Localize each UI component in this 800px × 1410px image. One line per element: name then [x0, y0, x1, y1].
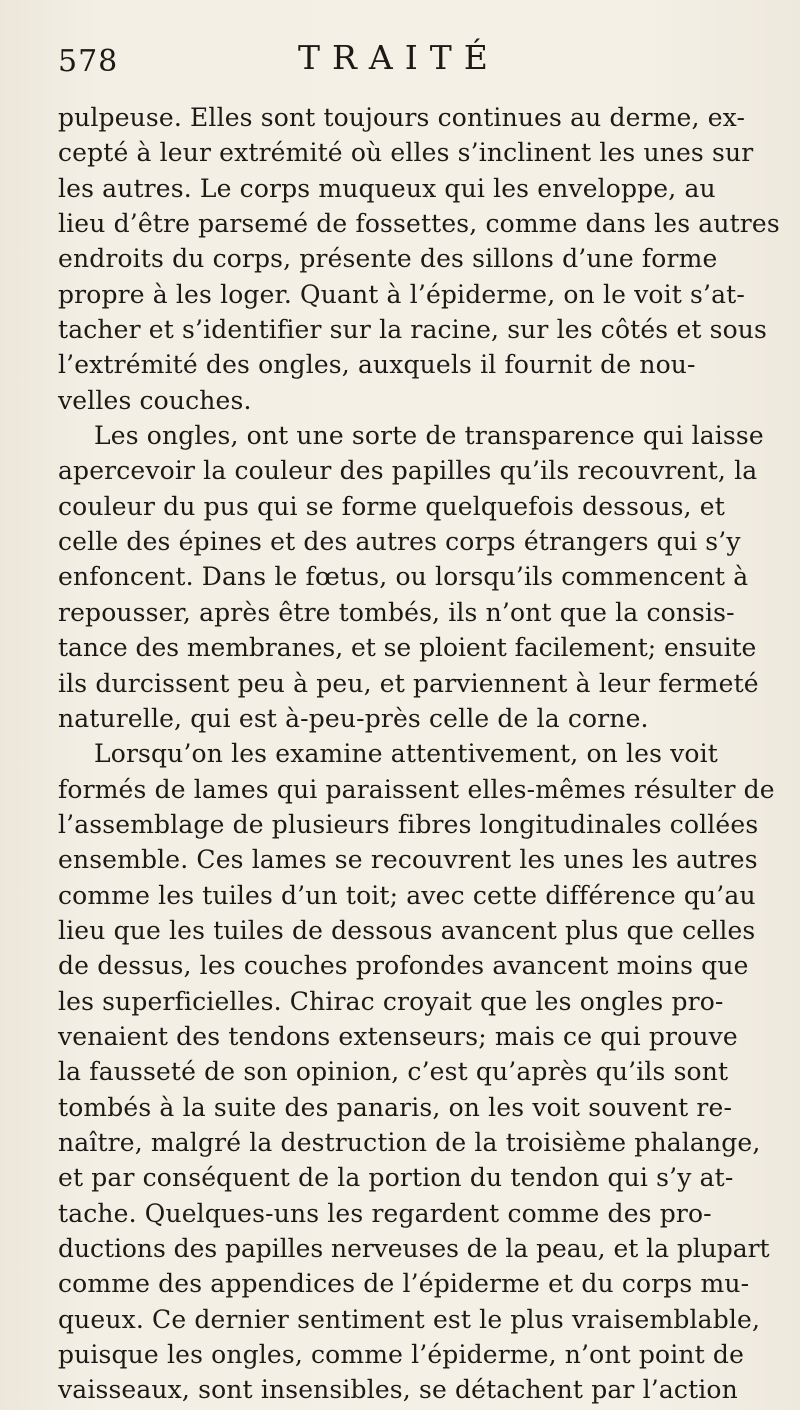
text-line: endroits du corps, présente des sillons d’une forme — [58, 244, 718, 274]
body-text — [58, 100, 778, 1408]
text-line: apercevoir la couleur des papilles qu’ils recouvrent, la — [58, 456, 758, 486]
text-line: tache. Quelques-uns les regardent comme des pro- — [58, 1198, 712, 1228]
text-line: venaient des tendons extenseurs; mais ce qui prouve — [58, 1021, 738, 1051]
text-line: lieu que les tuiles de dessous avancent plus que celles — [58, 915, 756, 945]
text-line: l’assemblage de plusieurs fibres longitudinales collées — [58, 809, 759, 839]
running-title: TRAITÉ — [298, 38, 500, 77]
text-line: tacher et s’identifier sur la racine, sur les côtés et sous — [58, 315, 768, 345]
text-line: comme les tuiles d’un toit; avec cette différence qu’au — [58, 880, 756, 910]
text-line: les autres. Le corps muqueux qui les enveloppe, au — [58, 173, 716, 203]
text-line: repousser, après être tombés, ils n’ont que la consis- — [58, 597, 735, 627]
text-line: couleur du pus qui se forme quelquefois dessous, et — [58, 491, 725, 521]
text-line: la fausseté de son opinion, c’est qu’après qu’ils sont — [58, 1057, 729, 1087]
text-line: queux. Ce dernier sentiment est le plus vraisemblable, — [58, 1304, 761, 1334]
text-line: tance des membranes, et se ploient facilement; ensuite — [58, 633, 757, 663]
text-line: de dessus, les couches profondes avancent moins que — [58, 951, 749, 981]
text-line: formés de lames qui paraissent elles-mêmes résulter de — [58, 774, 775, 804]
paragraph-start-line: Lorsqu’on les examine attentivement, on les voit — [94, 739, 718, 769]
text-line: tombés à la suite des panaris, on les voit souvent re- — [58, 1092, 733, 1122]
text-line: puisque les ongles, comme l’épiderme, n’ont point de — [58, 1340, 745, 1370]
text-line: velles couches. — [58, 385, 252, 415]
page-header — [58, 38, 748, 78]
text-line: vaisseaux, sont insensibles, se détachent par l’action — [58, 1375, 738, 1405]
text-line: celle des épines et des autres corps étrangers qui s’y — [58, 527, 741, 557]
text-line: enfoncent. Dans le fœtus, ou lorsqu’ils commencent à — [58, 562, 749, 592]
text-line: comme des appendices de l’épiderme et du corps mu- — [58, 1269, 750, 1299]
text-line: les superficielles. Chirac croyait que les ongles pro- — [58, 986, 724, 1016]
text-line: ils durcissent peu à peu, et parviennent à leur fermeté — [58, 668, 759, 698]
text-line: naturelle, qui est à-peu-près celle de la corne. — [58, 703, 649, 733]
text-line: ensemble. Ces lames se recouvrent les unes les autres — [58, 845, 758, 875]
page-number: 578 — [58, 44, 119, 79]
text-line: naître, malgré la destruction de la troisième phalange, — [58, 1127, 761, 1157]
text-line: ductions des papilles nerveuses de la peau, et la plupart — [58, 1234, 770, 1263]
paragraph-start-line: Les ongles, ont une sorte de transparence qui laisse — [94, 421, 764, 451]
text-line: pulpeuse. Elles sont toujours continues au derme, ex- — [58, 103, 746, 132]
text-line: propre à les loger. Quant à l’épiderme, on le voit s’at- — [58, 279, 745, 309]
text-line: l’extrémité des ongles, auxquels il fournit de nou- — [58, 350, 696, 380]
text-line: et par conséquent de la portion du tendon qui s’y at- — [58, 1163, 734, 1193]
text-line: lieu d’être parsemé de fossettes, comme dans les autres — [58, 209, 780, 239]
text-line: cepté à leur extrémité où elles s’inclinent les unes sur — [58, 138, 754, 168]
